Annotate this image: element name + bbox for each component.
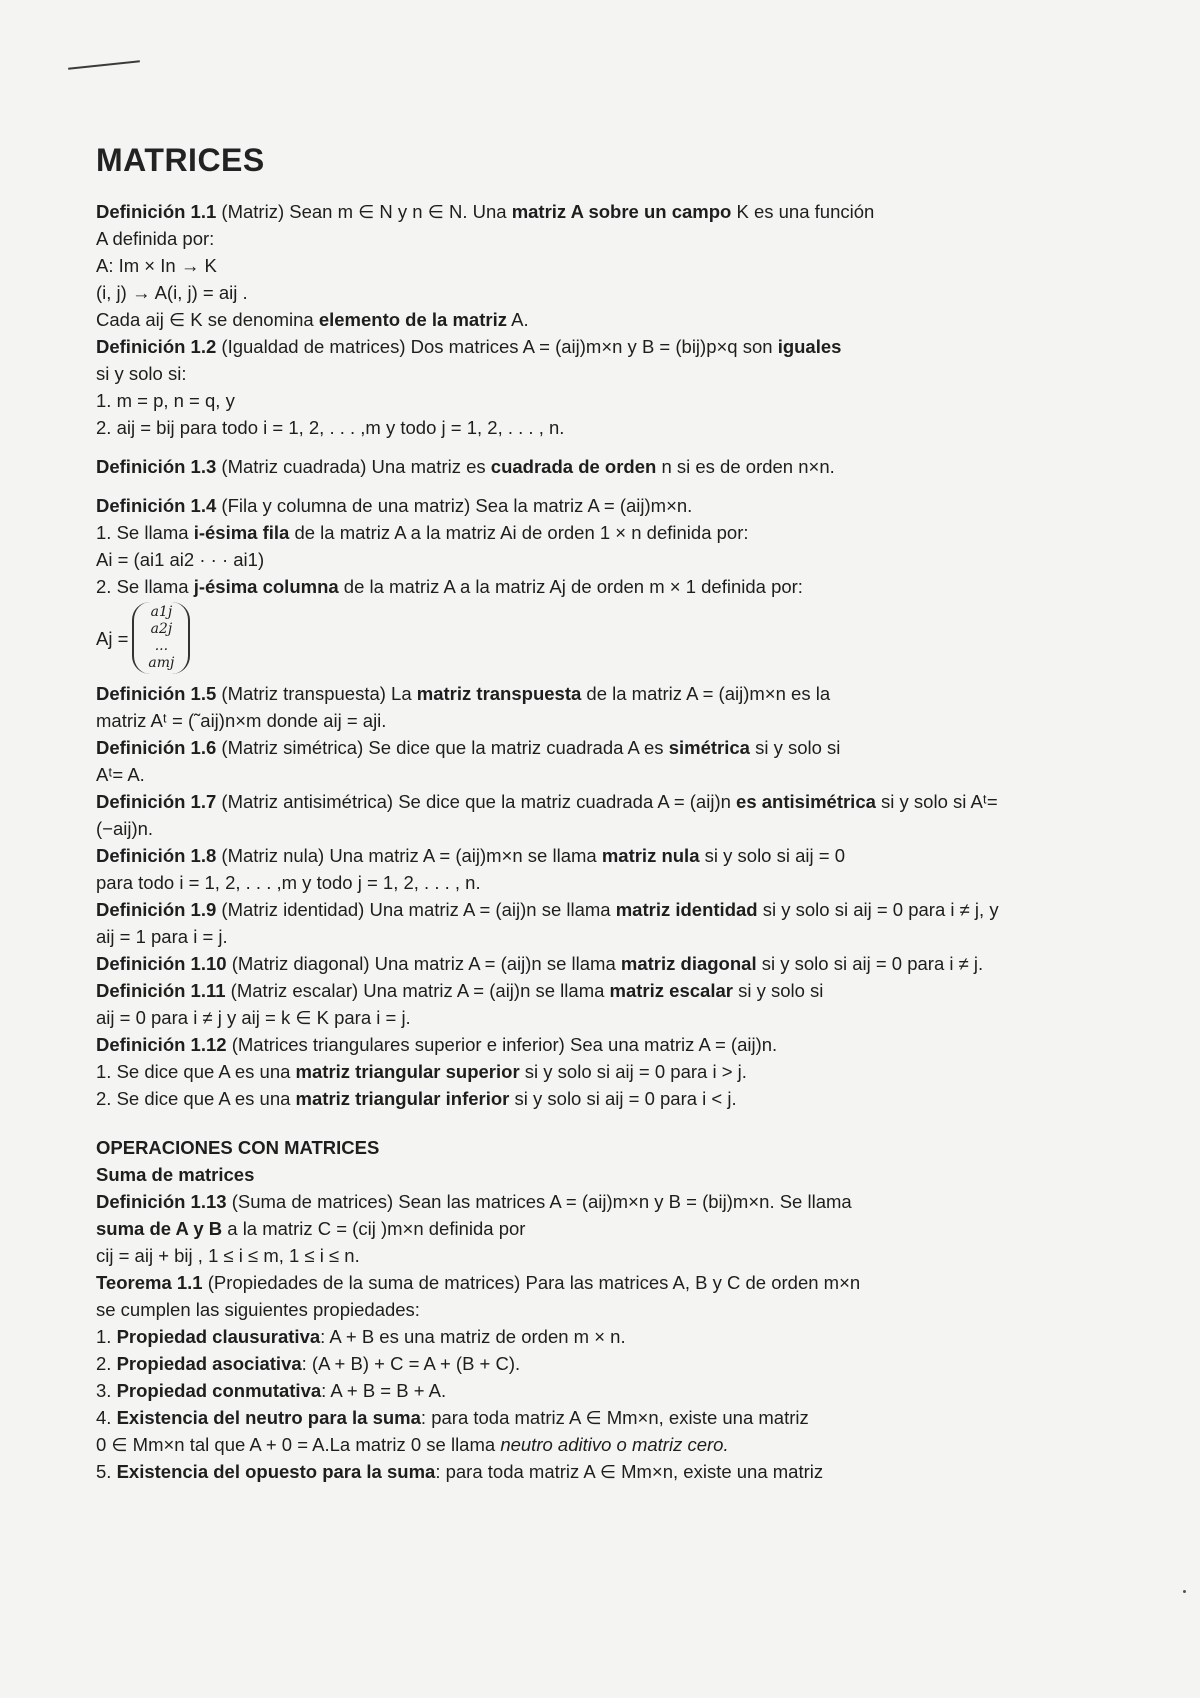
text-run: 1. Se dice que A es una xyxy=(96,1061,296,1082)
text-run: cij = aij + bij , 1 ≤ i ≤ m, 1 ≤ i ≤ n. xyxy=(96,1245,360,1266)
definition-line xyxy=(96,1188,1096,1215)
text-run: a la matriz C = (cij )m×n definida por xyxy=(222,1218,526,1239)
text-run: (Matriz identidad) Una matriz A = (aij)n se llama xyxy=(216,899,616,920)
text-run: : A + B = B + A. xyxy=(321,1380,447,1401)
matrix-entry: a1j xyxy=(150,604,173,620)
text-run: (Matriz simétrica) Se dice que la matriz cuadrada A es xyxy=(216,737,669,758)
text-run: si y solo si aij = 0 para i ≠ j. xyxy=(756,953,984,974)
definition-label: Definición 1.12 xyxy=(96,1034,227,1055)
matrix-label: Aj = xyxy=(96,627,129,649)
bold-term: cuadrada de orden xyxy=(490,456,657,477)
text-run: OPERACIONES CON MATRICES xyxy=(96,1137,380,1158)
bold-term: matriz triangular inferior xyxy=(295,1088,510,1109)
text-run: 5. xyxy=(96,1461,117,1482)
text-run: para todo i = 1, 2, . . . ,m y todo j = 1, 2, . . . , n. xyxy=(96,872,481,893)
text-run: si y solo si xyxy=(749,737,841,758)
matrix-entry: a2j xyxy=(150,621,173,637)
text-line xyxy=(96,360,1096,387)
definition-label: Definición 1.11 xyxy=(96,980,226,1001)
text-run: 1. m = p, n = q, y xyxy=(96,390,235,411)
text-line xyxy=(96,1458,1096,1485)
text-line xyxy=(96,1431,1096,1458)
text-run: (Matriz antisimétrica) Se dice que la matriz cuadrada A = (aij)n xyxy=(216,791,737,812)
text-run: de la matriz A a la matriz Ai de orden 1 × n definida por: xyxy=(289,522,749,543)
text-run: si y solo si aij = 0 para i > j. xyxy=(519,1061,747,1082)
text-run: Aᵗ= A. xyxy=(96,764,145,785)
text-run: K es una función xyxy=(731,201,875,222)
definition-label: Definición 1.5 xyxy=(96,683,217,704)
bold-term: Existencia del opuesto para la suma xyxy=(116,1461,436,1482)
text-run: (Matriz nula) Una matriz A = (aij)m×n se llama xyxy=(216,845,602,866)
definition-line xyxy=(96,896,1096,923)
text-run: si y solo si aij = 0 xyxy=(699,845,845,866)
text-run: aij = 0 para i ≠ j y aij = k ∈ K para i = j. xyxy=(96,1007,411,1028)
bold-term: matriz A sobre un campo xyxy=(511,201,732,222)
definition-label: Definición 1.8 xyxy=(96,845,217,866)
text-line xyxy=(96,869,1096,896)
bold-term: j-ésima columna xyxy=(193,576,339,597)
scan-pen-mark xyxy=(68,60,140,70)
definition-line xyxy=(96,950,1096,977)
scan-dust-dot xyxy=(1183,1590,1186,1593)
text-line xyxy=(96,519,1096,546)
bold-term: matriz escalar xyxy=(609,980,733,1001)
text-line xyxy=(96,1242,1096,1269)
text-run: de la matriz A = (aij)m×n es la xyxy=(581,683,831,704)
text-run: A. xyxy=(506,309,529,330)
text-run: (Matriz) Sean m ∈ N y n ∈ N. Una xyxy=(216,201,512,222)
definition-label: Definición 1.9 xyxy=(96,899,217,920)
section-heading xyxy=(96,1134,1096,1161)
text-run: si y solo si: xyxy=(96,363,187,384)
text-run: neutro aditivo o matriz cero. xyxy=(500,1434,729,1455)
bold-term: matriz triangular superior xyxy=(295,1061,520,1082)
definition-line xyxy=(96,453,1096,480)
definition-line xyxy=(96,788,1096,815)
document-body xyxy=(96,198,1096,1485)
text-line xyxy=(96,252,1096,279)
text-run: 3. xyxy=(96,1380,117,1401)
text-run: Cada aij ∈ K se denomina xyxy=(96,309,319,330)
text-line xyxy=(96,414,1096,441)
column-matrix xyxy=(96,602,1096,674)
subsection-heading xyxy=(96,1161,1096,1188)
text-run: 1. Se llama xyxy=(96,522,194,543)
text-run: Suma de matrices xyxy=(96,1164,255,1185)
text-run: de la matriz A a la matriz Aj de orden m × 1 definida por: xyxy=(338,576,803,597)
text-run: A definida por: xyxy=(96,228,215,249)
text-line xyxy=(96,815,1096,842)
bold-term: matriz nula xyxy=(601,845,700,866)
bold-term: Propiedad conmutativa xyxy=(116,1380,322,1401)
definition-label: Definición 1.1 xyxy=(96,201,217,222)
text-run: si y solo si aij = 0 para i ≠ j, y xyxy=(757,899,999,920)
text-run: (Matriz transpuesta) La xyxy=(216,683,417,704)
text-run: si y solo si xyxy=(732,980,824,1001)
definition-line xyxy=(96,1269,1096,1296)
text-line xyxy=(96,761,1096,788)
text-run: : (A + B) + C = A + (B + C). xyxy=(301,1353,521,1374)
bold-term: Propiedad clausurativa xyxy=(116,1326,321,1347)
bold-term: iguales xyxy=(777,336,842,357)
text-line xyxy=(96,1004,1096,1031)
text-run: 1. xyxy=(96,1326,117,1347)
text-run: Ai = (ai1 ai2 · · · ai1) xyxy=(96,549,265,570)
text-run: se cumplen las siguientes propiedades: xyxy=(96,1299,420,1320)
text-run: 2. aij = bij para todo i = 1, 2, . . . ,m y todo j = 1, 2, . . . , n. xyxy=(96,417,565,438)
text-run: 2. Se llama xyxy=(96,576,194,597)
text-line xyxy=(96,923,1096,950)
text-line xyxy=(96,1058,1096,1085)
text-run: (Matriz diagonal) Una matriz A = (aij)n se llama xyxy=(226,953,621,974)
text-run: 4. xyxy=(96,1407,117,1428)
definition-label: Definición 1.2 xyxy=(96,336,217,357)
text-line xyxy=(96,387,1096,414)
bold-term: i-ésima fila xyxy=(193,522,290,543)
text-run: matriz Aᵗ = (˜aij)n×m donde aij = aji. xyxy=(96,710,387,731)
text-line xyxy=(96,707,1096,734)
definition-label: Definición 1.13 xyxy=(96,1191,227,1212)
text-run: : A + B es una matriz de orden m × n. xyxy=(320,1326,626,1347)
text-run: 2. xyxy=(96,1353,117,1374)
text-line xyxy=(96,1085,1096,1112)
text-line xyxy=(96,573,1096,600)
definition-label: Definición 1.3 xyxy=(96,456,217,477)
definition-label: Teorema 1.1 xyxy=(96,1272,203,1293)
text-run: : para toda matriz A ∈ Mm×n, existe una matriz xyxy=(420,1407,809,1428)
bold-term: elemento de la matriz xyxy=(318,309,507,330)
text-run: (Suma de matrices) Sean las matrices A = (aij)m×n y B = (bij)m×n. Se llama xyxy=(226,1191,852,1212)
matrix-bracket xyxy=(132,602,190,674)
text-run: (Fila y columna de una matriz) Sea la matriz A = (aij)m×n. xyxy=(216,495,693,516)
text-run: (Matriz escalar) Una matriz A = (aij)n se llama xyxy=(225,980,610,1001)
definition-line xyxy=(96,1031,1096,1058)
matrix-entry: amj xyxy=(148,655,175,671)
definition-label: Definición 1.6 xyxy=(96,737,217,758)
definition-line xyxy=(96,333,1096,360)
bold-term: matriz identidad xyxy=(615,899,758,920)
text-run: 2. Se dice que A es una xyxy=(96,1088,296,1109)
text-run: (Igualdad de matrices) Dos matrices A = (aij)m×n y B = (bij)p×q son xyxy=(216,336,778,357)
text-run: (Propiedades de la suma de matrices) Para las matrices A, B y C de orden m×n xyxy=(202,1272,861,1293)
definition-label: Definición 1.10 xyxy=(96,953,227,974)
text-run: (i, j) → A(i, j) = aij . xyxy=(96,282,248,303)
bold-term: es antisimétrica xyxy=(736,791,876,812)
text-run: n si es de orden n×n. xyxy=(656,456,835,477)
document-page xyxy=(96,135,1096,1485)
text-line xyxy=(96,1377,1096,1404)
text-line xyxy=(96,306,1096,333)
text-run: 0 ∈ Mm×n tal que A + 0 = A.La matriz 0 se llama xyxy=(96,1434,501,1455)
definition-line xyxy=(96,680,1096,707)
definition-line xyxy=(96,977,1096,1004)
text-line xyxy=(96,1215,1096,1242)
bold-term: matriz transpuesta xyxy=(416,683,582,704)
text-line xyxy=(96,1404,1096,1431)
bold-term: Propiedad asociativa xyxy=(116,1353,302,1374)
text-line xyxy=(96,225,1096,252)
text-line xyxy=(96,1350,1096,1377)
text-run: (Matrices triangulares superior e inferior) Sea una matriz A = (aij)n. xyxy=(226,1034,778,1055)
text-line xyxy=(96,1323,1096,1350)
text-run: si y solo si Aᵗ= xyxy=(875,791,998,812)
text-run: aij = 1 para i = j. xyxy=(96,926,228,947)
bold-term: matriz diagonal xyxy=(620,953,757,974)
matrix-entry: ... xyxy=(154,638,169,654)
bold-term: suma de A y B xyxy=(96,1218,223,1239)
text-line xyxy=(96,279,1096,306)
text-line xyxy=(96,546,1096,573)
text-run: A: Im × In → K xyxy=(96,255,217,276)
definition-label: Definición 1.7 xyxy=(96,791,217,812)
text-run: (Matriz cuadrada) Una matriz es xyxy=(216,456,491,477)
text-run: : para toda matriz A ∈ Mm×n, existe una matriz xyxy=(435,1461,824,1482)
page-title: MATRICES xyxy=(96,142,265,178)
definition-line xyxy=(96,842,1096,869)
definition-line xyxy=(96,492,1096,519)
text-run: si y solo si aij = 0 para i < j. xyxy=(509,1088,737,1109)
definition-label: Definición 1.4 xyxy=(96,495,217,516)
text-line xyxy=(96,1296,1096,1323)
text-run: (−aij)n. xyxy=(96,818,154,839)
definition-line xyxy=(96,198,1096,225)
bold-term: simétrica xyxy=(668,737,750,758)
bold-term: Existencia del neutro para la suma xyxy=(116,1407,421,1428)
definition-line xyxy=(96,734,1096,761)
